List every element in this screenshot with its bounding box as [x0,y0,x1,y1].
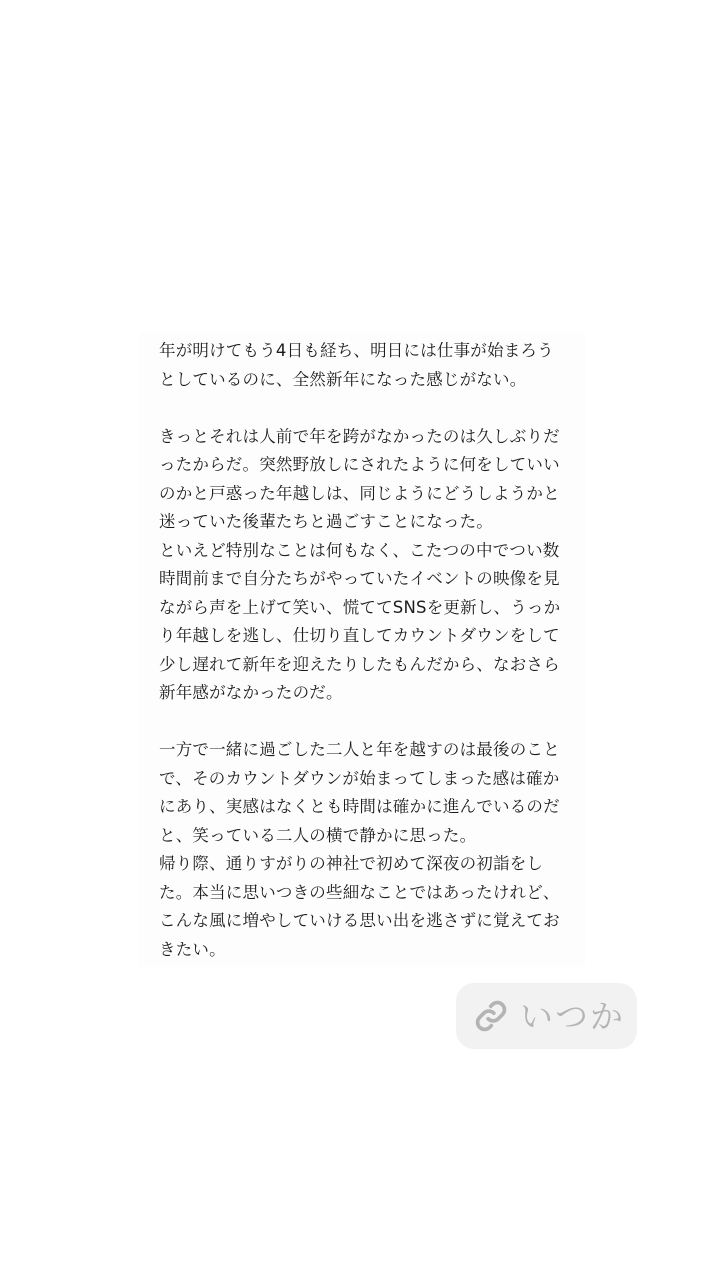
text-line: といえど特別なことは何もなく、こたつの中でつい数 [159,540,560,560]
text-line: た。本当に思いつきの些細なことではあったけれど、 [159,882,560,902]
text-line: 年が明けてもう4日も経ち、明日には仕事が始まろう [159,341,554,360]
link-icon [474,999,508,1033]
text-line: り年越しを逃し、仕切り直してカウントダウンをして [159,626,560,645]
text-card [139,333,585,967]
text-line: ながら声を上げて笑い、慌ててSNSを更新し、うっか [159,597,561,617]
text-line: としているのに、全然新年になった感じがない。 [159,369,527,389]
text-line: 帰り際、通りすがりの神社で初めて深夜の初詣をし [159,854,544,873]
text-line: 少し遅れて新年を迎えたりしたもんだから、なおさら [159,654,560,674]
text-line: きたい。 [159,939,226,959]
text-line: 新年感がなかったのだ。 [159,683,343,702]
link-sticker[interactable] [456,983,637,1049]
blank-line [159,394,567,423]
text-line: のかと戸惑った年越しは、同じようにどうしようかと [159,483,560,503]
blank-line [159,708,567,737]
text-line: 時間前まで自分たちがやっていたイベントの映像を見 [159,569,560,588]
text-line: こんな風に増やしていける思い出を逃さずに覚えてお [159,911,560,930]
text-line: 一方で一緒に過ごした二人と年を越すのは最後のこと [159,740,560,759]
text-line: 迷っていた後輩たちと過ごすことになった。 [159,512,493,531]
text-line: で、そのカウントダウンが始まってしまった感は確か [159,768,560,788]
text-line: と、笑っている二人の横で静かに思った。 [159,825,477,845]
text-line: にあり、実感はなくとも時間は確かに進んでいるのだ [159,797,560,816]
text-line: きっとそれは人前で年を跨がなかったのは久しぶりだ [159,426,560,446]
link-label: いつか [520,996,625,1036]
text-line: ったからだ。突然野放しにされたように何をしていい [159,455,560,474]
